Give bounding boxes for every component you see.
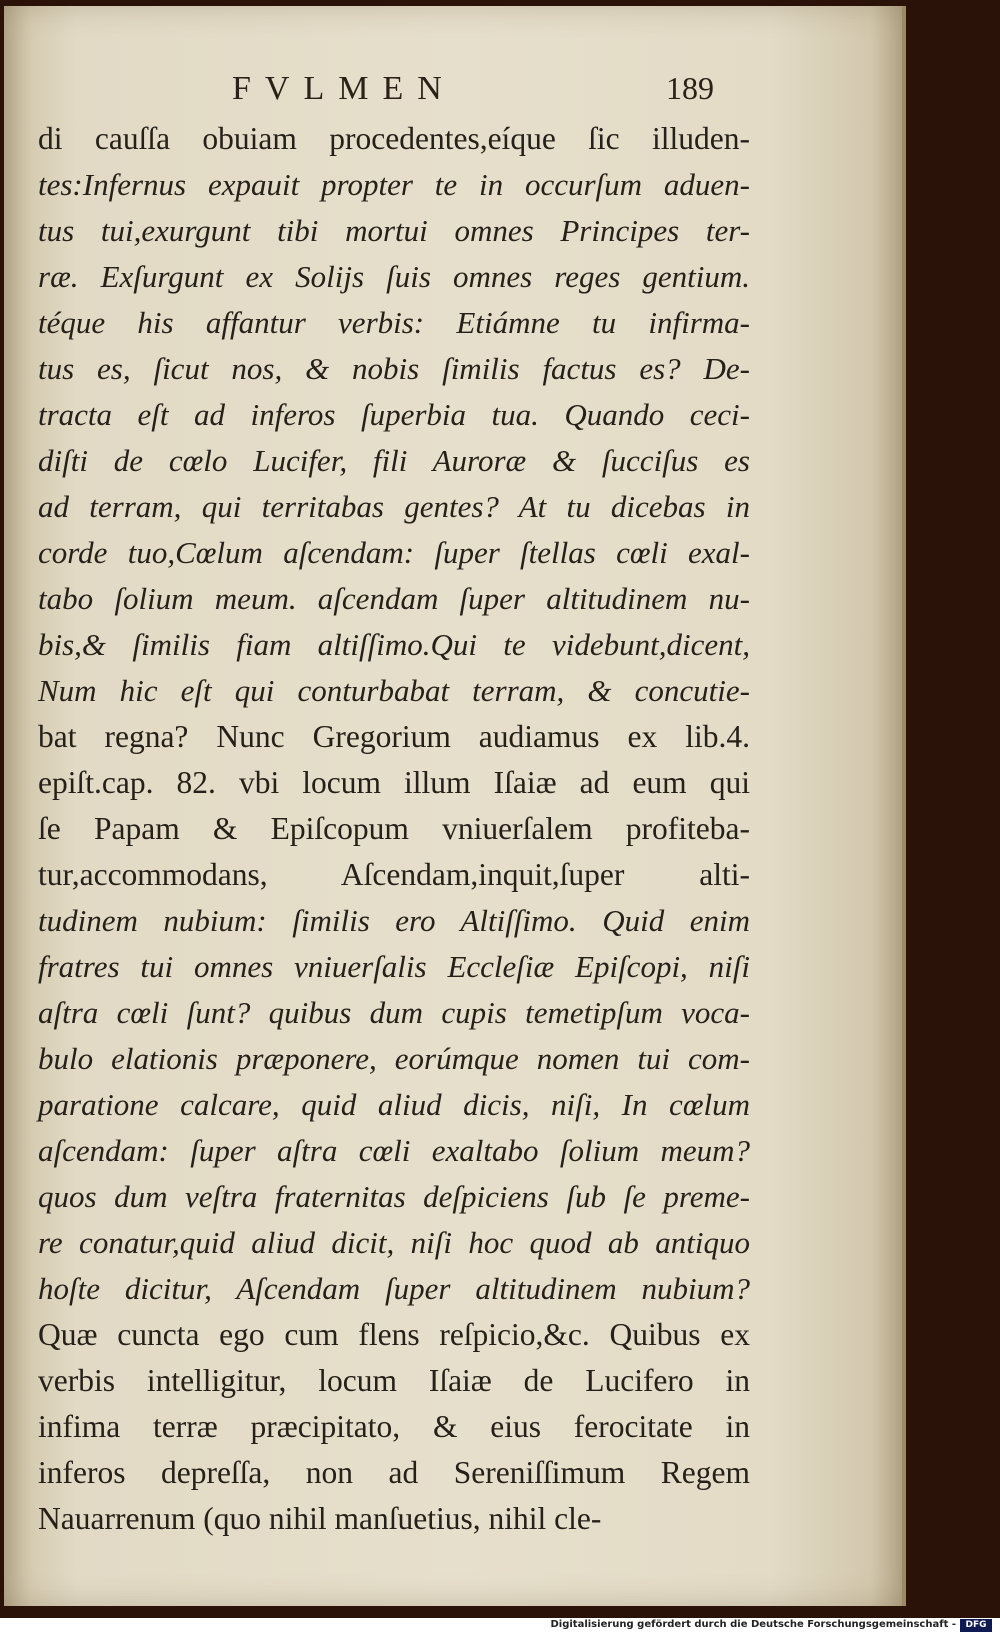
page-edge <box>902 6 906 1606</box>
text-line: tus es, ſicut nos, & nobis ſimilis factus es? De- <box>38 351 750 386</box>
text-line: inferos depreſſa, non ad Sereniſſimum Regem <box>38 1455 750 1490</box>
text-line: tus tui,exurgunt tibi mortui omnes Principes ter- <box>38 213 750 248</box>
text-line: Quæ cuncta ego cum flens reſpicio,&c. Quibus ex <box>38 1317 750 1352</box>
text-line: tes:Infernus expauit propter te in occurſum aduen- <box>38 167 750 202</box>
text-line: di cauſſa obuiam procedentes,eíque ſic illuden- <box>38 121 750 156</box>
text-line: infima terræ præcipitato, & eius ferocitate in <box>38 1409 750 1444</box>
text-line: bis,& ſimilis fiam altiſſimo.Qui te videbunt,dicent, <box>38 627 750 662</box>
text-line: ſe Papam & Epiſcopum vniuerſalem profiteba- <box>38 811 750 846</box>
text-line: tracta eſt ad inferos ſuperbia tua. Quando ceci- <box>38 397 750 432</box>
text-line: bat regna? Nunc Gregorium audiamus ex lib.4. <box>38 719 750 754</box>
book-page <box>4 6 906 1606</box>
text-line: verbis intelligitur, locum Iſaiæ de Lucifero in <box>38 1363 750 1398</box>
text-line: epiſt.cap. 82. vbi locum illum Iſaiæ ad eum qui <box>38 765 750 800</box>
text-line: ræ. Exſurgunt ex Solijs ſuis omnes reges gentium. <box>38 259 750 294</box>
running-title: FVLMEN <box>232 70 456 107</box>
text-line: tur,accommodans, Aſcendam,inquit,ſuper alti- <box>38 857 750 892</box>
footer-bar <box>0 1618 1000 1634</box>
text-line: aſtra cœli ſunt? quibus dum cupis temetipſum voca- <box>38 995 750 1030</box>
dfg-logo: DFG <box>960 1619 992 1632</box>
text-line: paratione calcare, quid aliud dicis, niſi, In cœlum <box>38 1087 750 1122</box>
page-header <box>4 70 906 116</box>
text-line: quos dum veſtra fraternitas deſpiciens ſub ſe preme- <box>38 1179 750 1214</box>
text-line: aſcendam: ſuper aſtra cœli exaltabo ſolium meum? <box>38 1133 750 1168</box>
text-line: tabo ſolium meum. aſcendam ſuper altitudinem nu- <box>38 581 750 616</box>
text-line: diſti de cœlo Lucifer, fili Auroræ & ſucciſus es <box>38 443 750 478</box>
body-text <box>38 116 750 1542</box>
text-line: bulo elationis præponere, eorúmque nomen tui com- <box>38 1041 750 1076</box>
text-line: Nauarrenum (quo nihil manſuetius, nihil cle- <box>38 1501 602 1536</box>
text-line: re conatur,quid aliud dicit, niſi hoc quod ab antiquo <box>38 1225 750 1260</box>
text-line: fratres tui omnes vniuerſalis Eccleſiæ Epiſcopi, niſi <box>38 949 750 984</box>
text-line: corde tuo,Cœlum aſcendam: ſuper ſtellas cœli exal- <box>38 535 750 570</box>
text-line: hoſte dicitur, Aſcendam ſuper altitudinem nubium? <box>38 1271 750 1306</box>
text-line: tudinem nubium: ſimilis ero Altiſſimo. Quid enim <box>38 903 750 938</box>
text-line: téque his affantur verbis: Etiámne tu infirma- <box>38 305 750 340</box>
digitization-credit: Digitalisierung gefördert durch die Deutsche Forschungsgemeinschaft - <box>550 1619 956 1630</box>
page-number: 189 <box>666 70 714 106</box>
text-line: Num hic eſt qui conturbabat terram, & concutie- <box>38 673 750 708</box>
text-line: ad terram, qui territabas gentes? At tu dicebas in <box>38 489 750 524</box>
